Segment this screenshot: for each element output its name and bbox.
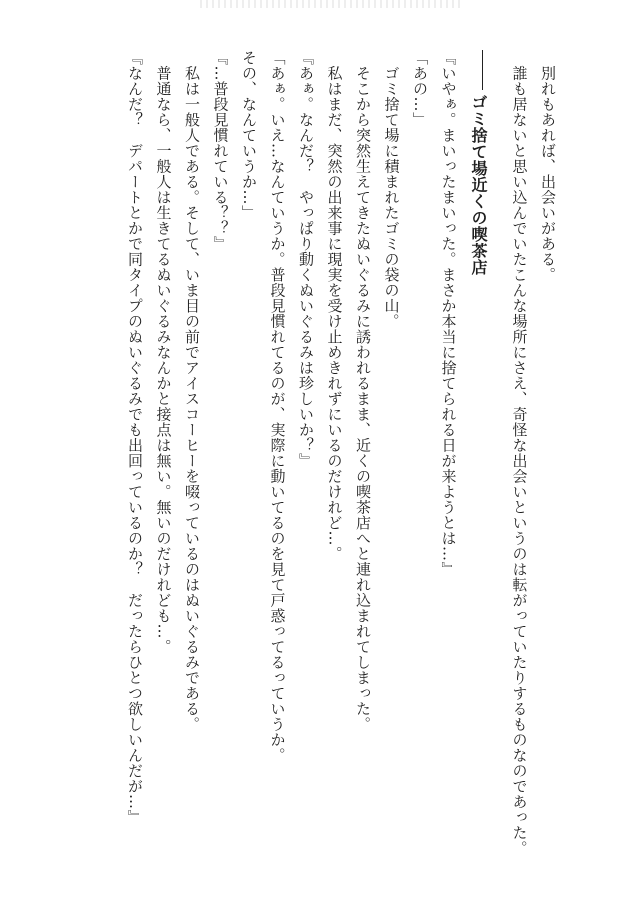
narration-line: 私はまだ、突然の出来事に現実を受け止めきれずにいるのだけれど…。 bbox=[325, 50, 344, 562]
dialogue-line: 「あの…」 bbox=[411, 50, 429, 128]
dialogue-line: 『いやぁ。まいったまいった。まさか本当に捨てられる日が来ようとは…』 bbox=[439, 50, 458, 577]
chapter-heading-text: ゴミ捨て場近くの喫茶店 bbox=[469, 94, 488, 276]
heading-dash bbox=[482, 50, 483, 90]
dialogue-line: 『あぁ。なんだ？ やっぱり動くぬいぐるみは珍しいか？』 bbox=[297, 50, 315, 469]
dialogue-line: 「あぁ。いえ…なんていうか。普段見慣れてるのが、実際に動いてるのを見て戸惑ってるっていうか。 bbox=[268, 50, 287, 763]
scan-artifact bbox=[200, 0, 460, 8]
intro-line-2: 誰も居ないと思い込んでいたこんな場所にさえ、奇怪な出会いというのは転がっていたりするものなのであった。 bbox=[510, 50, 529, 856]
narration-line: ゴミ捨て場に積まれたゴミの袋の山。 bbox=[382, 50, 401, 329]
narration-line: そこから突然生えてきたぬいぐるみに誘われるまま、近くの喫茶店へと連れ込まれてしまった。 bbox=[354, 50, 372, 732]
dialogue-line: その、なんていうか…」 bbox=[240, 50, 258, 221]
vertical-text-body bbox=[52, 50, 562, 860]
narration-line: 普通なら、一般人は生きてるぬいぐるみなんかと接点は無い。無いのだけれども…。 bbox=[154, 50, 173, 655]
narration-line: 私は一般人である。そして、いま目の前でアイスコーヒーを啜っているのはぬいぐるみである。 bbox=[183, 50, 201, 732]
chapter-heading bbox=[464, 50, 505, 860]
intro-line-1: 別れもあれば、出会いがある。 bbox=[539, 50, 557, 283]
dialogue-line: 『…普段見慣れている？？』 bbox=[211, 50, 230, 252]
dialogue-line: 『なんだ？ デパートとかで同タイプのぬいぐるみでも出回っているのか？ だったらひとつ欲しいんだが…』 bbox=[126, 50, 144, 825]
